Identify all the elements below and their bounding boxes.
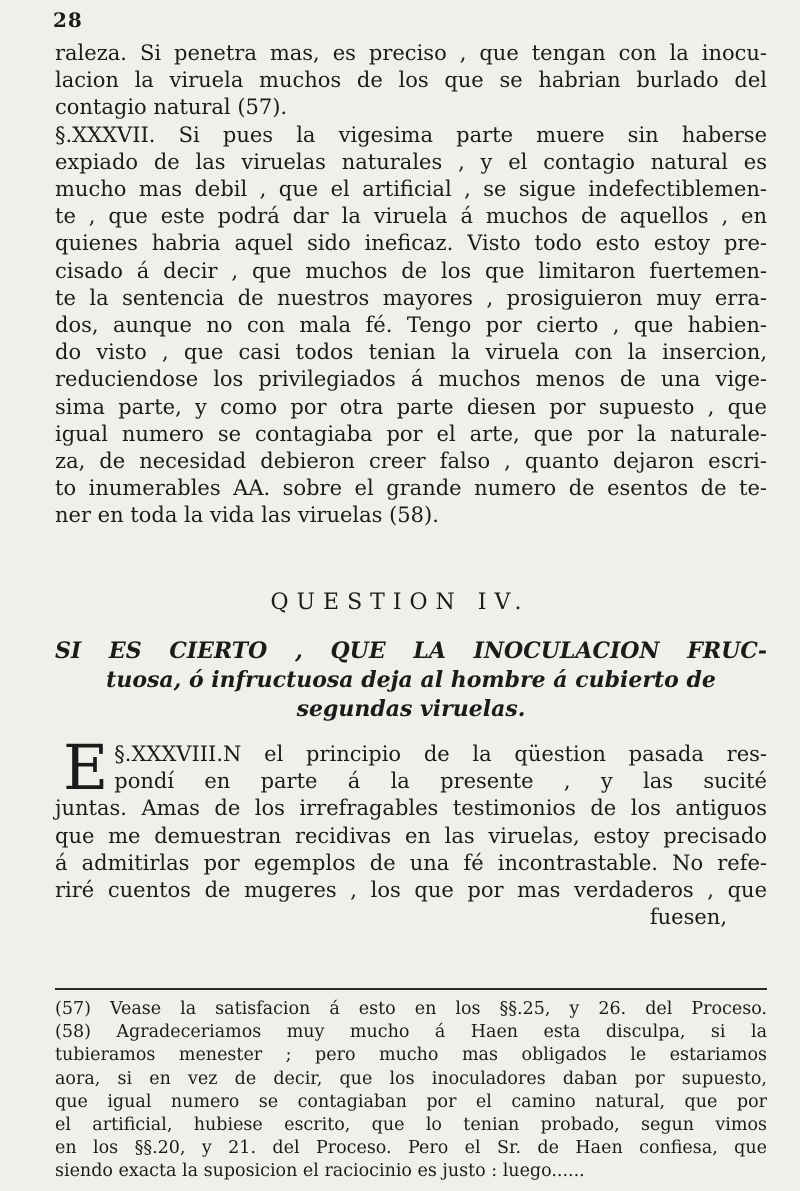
body-line: que me demuestran recidivas en las viruelas, estoy precisado bbox=[55, 823, 767, 848]
drop-cap: E bbox=[63, 731, 109, 804]
body-line: reduciendose los privilegiados á muchos menos de una vige- bbox=[55, 367, 767, 392]
footnote-line: aora, si en vez de decir, que los inoculadores daban por supuesto, bbox=[55, 1068, 767, 1089]
body-line: expiado de las viruelas naturales , y el contagio natural es bbox=[55, 149, 767, 174]
body-line: ner en toda la vida las viruelas (58). bbox=[55, 503, 439, 528]
subtitle-line: tuosa, ó infructuosa deja al hombre á cubierto de bbox=[106, 667, 716, 693]
body-line: riré cuentos de mugeres , los que por mas verdaderos , que bbox=[55, 878, 767, 903]
subtitle-line: SI ES CIERTO , QUE LA INOCULACION FRUC- bbox=[55, 638, 767, 664]
body-line: raleza. Si penetra mas, es preciso , que tengan con la inocu- bbox=[55, 41, 767, 65]
footnote-line: el artificial, hubiese escrito, que lo tenian probado, segun vimos bbox=[55, 1115, 767, 1136]
body-line: cisado á decir , que muchos de los que limitaron fuertemen- bbox=[55, 258, 767, 283]
body-line: za, de necesidad debieron creer falso , quanto dejaron escri- bbox=[55, 449, 767, 474]
body-line: lacion la viruela muchos de los que se habrian burlado del bbox=[55, 68, 767, 93]
body-line: to inumerables AA. sobre el grande numero de esentos de te- bbox=[55, 476, 767, 501]
body-line: do visto , que casi todos tenian la viruela con la insercion, bbox=[55, 340, 767, 365]
body-line: te la sentencia de nuestros mayores , prosiguieron muy erra- bbox=[55, 285, 767, 310]
footnotes bbox=[55, 998, 767, 1184]
footnote-line: en los §§.20, y 21. del Proceso. Pero el Sr. de Haen confiesa, que bbox=[55, 1138, 767, 1159]
page-number: 28 bbox=[53, 8, 83, 32]
body-text bbox=[55, 40, 767, 530]
section-body bbox=[55, 731, 767, 931]
catchword: fuesen, bbox=[649, 905, 727, 930]
body-line: dos, aunque no con mala fé. Tengo por cierto , que habien- bbox=[55, 313, 767, 338]
section-subtitle bbox=[55, 637, 767, 724]
section-label: §.XXXVIII. bbox=[114, 742, 224, 766]
body-line: á admitirlas por egemplos de una fé incontrastable. No refe- bbox=[55, 850, 767, 875]
body-line: contagio natural (57). bbox=[55, 95, 288, 120]
body-line: sima parte, y como por otra parte diesen por supuesto , que bbox=[55, 394, 767, 419]
body-line: juntas. Amas de los irrefragables testimonios de los antiguos bbox=[55, 796, 767, 821]
footnote-line: (58) Agradeceriamos muy mucho á Haen esta disculpa, si la bbox=[55, 1022, 767, 1043]
body-line: te , que este podrá dar la viruela á muchos de aquellos , en bbox=[55, 204, 767, 229]
body-line: §.XXXVII. Si pues la vigesima parte muere sin haberse bbox=[55, 122, 767, 147]
body-line: mucho mas debil , que el artificial , se sigue indefectiblemen- bbox=[55, 177, 767, 202]
body-line: N el principio de la qüestion pasada res- bbox=[223, 742, 767, 766]
body-line: igual numero se contagiaba por el arte, que por la naturale- bbox=[55, 421, 767, 446]
section-heading: QUESTION IV. bbox=[270, 590, 530, 615]
footnote-line: (57) Vease la satisfacion á esto en los §§.25, y 26. del Proceso. bbox=[55, 999, 767, 1019]
footnote-divider bbox=[55, 988, 767, 990]
body-line: quienes habria aquel sido ineficaz. Visto todo esto estoy pre- bbox=[55, 231, 767, 256]
body-line: pondí en parte á la presente , y las sucité bbox=[114, 769, 767, 794]
footnote-line: tubieramos menester ; pero mucho mas obligados le estariamos bbox=[55, 1045, 767, 1066]
footnote-line: que igual numero se contagiaban por el camino natural, que por bbox=[55, 1091, 767, 1112]
footnote-line: siendo exacta la suposicion el raciocinio es justo : luego...... bbox=[55, 1161, 585, 1182]
subtitle-line: segundas viruelas. bbox=[296, 696, 526, 722]
